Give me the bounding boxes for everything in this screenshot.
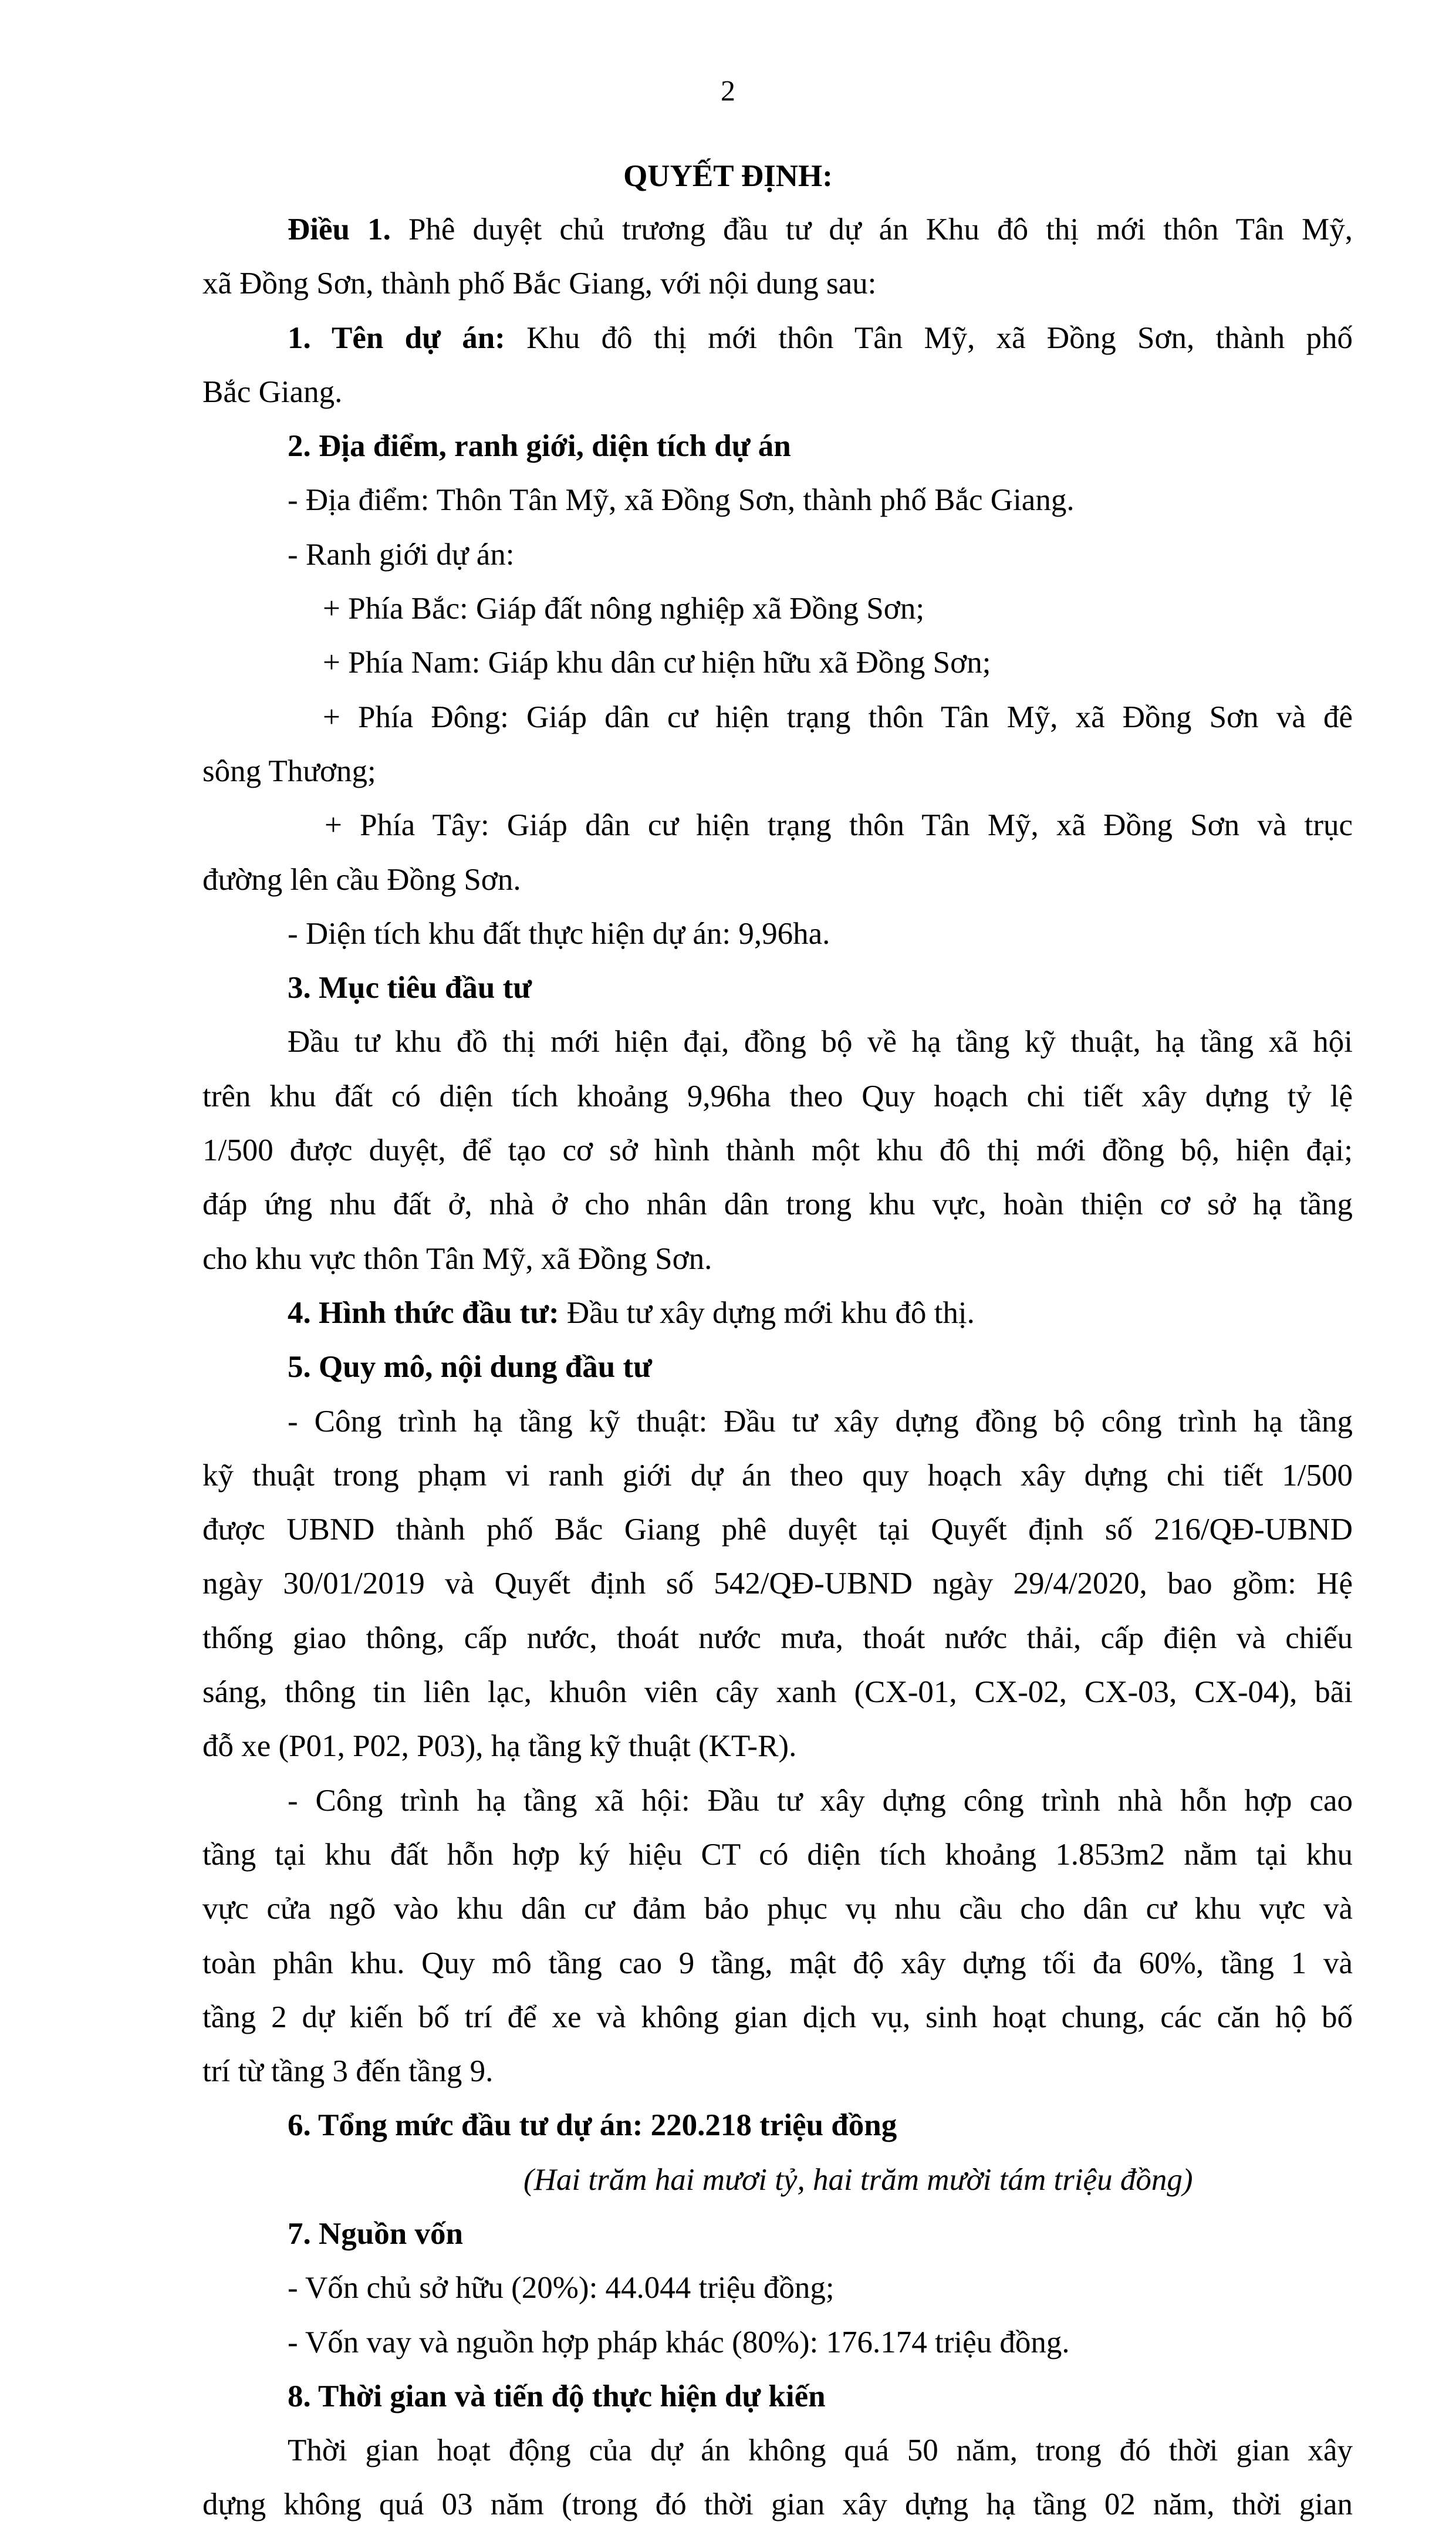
article-1-line-2: xã Đồng Sơn, thành phố Bắc Giang, với nội dung sau: xyxy=(202,266,877,301)
section-5-social-line: trí từ tầng 3 đến tầng 9. xyxy=(202,2054,494,2089)
section-5-social-line: toàn phân khu. Quy mô tầng cao 9 tầng, mật độ xây dựng tối đa 60%, tầng 1 và xyxy=(202,1946,1353,1980)
boundary-north: + Phía Bắc: Giáp đất nông nghiệp xã Đồng Sơn; xyxy=(323,592,925,626)
section-7-loan: - Vốn vay và nguồn hợp pháp khác (80%): 176.174 triệu đồng. xyxy=(288,2325,1070,2359)
boundary-east-line-1: + Phía Đông: Giáp dân cư hiện trạng thôn Tân Mỹ, xã Đồng Sơn và đê xyxy=(323,700,1353,734)
section-4-heading: 4. Hình thức đầu tư: xyxy=(288,1295,559,1330)
article-1-text: Phê duyệt chủ trương đầu tư dự án Khu đô thị mới thôn Tân Mỹ, xyxy=(408,212,1353,247)
section-5-technical-line: sáng, thông tin liên lạc, khuôn viên cây xanh (CX-01, CX-02, CX-03, CX-04), bãi xyxy=(202,1675,1353,1710)
section-3-line: trên khu đất có diện tích khoảng 9,96ha theo Quy hoạch chi tiết xây dựng tỷ lệ xyxy=(202,1079,1353,1113)
section-5-social-line: vực cửa ngõ vào khu dân cư đảm bảo phục vụ nhu cầu cho dân cư khu vực và xyxy=(202,1892,1353,1926)
section-3-line: cho khu vực thôn Tân Mỹ, xã Đồng Sơn. xyxy=(202,1241,712,1276)
boundary-west-line-2: đường lên cầu Đồng Sơn. xyxy=(202,862,521,897)
section-1-heading: 1. Tên dự án: xyxy=(288,320,505,355)
page-number: 2 xyxy=(721,74,735,107)
section-5-technical-line: - Công trình hạ tầng kỹ thuật: Đầu tư xây dựng đồng bộ công trình hạ tầng xyxy=(288,1404,1353,1439)
section-3-line: đáp ứng nhu đất ở, nhà ở cho nhân dân trong khu vực, hoàn thiện cơ sở hạ tầng xyxy=(202,1187,1353,1222)
boundary-south: + Phía Nam: Giáp khu dân cư hiện hữu xã Đồng Sơn; xyxy=(323,646,991,680)
section-2-area: - Diện tích khu đất thực hiện dự án: 9,96ha. xyxy=(288,916,830,951)
boundary-west-line-1: + Phía Tây: Giáp dân cư hiện trạng thôn Tân Mỹ, xã Đồng Sơn và trục xyxy=(325,808,1353,843)
section-5-social-line: tầng 2 dự kiến bố trí để xe và không gian dịch vụ, sinh hoạt chung, các căn hộ bố xyxy=(202,2000,1353,2034)
section-4-line xyxy=(202,1286,1353,1340)
section-7-equity: - Vốn chủ sở hữu (20%): 44.044 triệu đồng; xyxy=(288,2271,835,2305)
section-2-location: - Địa điểm: Thôn Tân Mỹ, xã Đồng Sơn, thành phố Bắc Giang. xyxy=(288,483,1075,518)
section-2-heading: 2. Địa điểm, ranh giới, diện tích dự án xyxy=(288,429,791,464)
section-1-text: Khu đô thị mới thôn Tân Mỹ, xã Đồng Sơn, thành phố xyxy=(526,320,1353,355)
section-8-line: Thời gian hoạt động của dự án không quá 50 năm, trong đó thời gian xây xyxy=(288,2433,1353,2468)
section-3-line: Đầu tư khu đồ thị mới hiện đại, đồng bộ về hạ tầng kỹ thuật, hạ tầng xã hội xyxy=(288,1025,1353,1059)
document-title: QUYẾT ĐỊNH: xyxy=(623,159,833,193)
section-5-technical-line: thống giao thông, cấp nước, thoát nước mưa, thoát nước thải, cấp điện và chiếu xyxy=(202,1621,1353,1655)
section-4-text: Đầu tư xây dựng mới khu đô thị. xyxy=(566,1295,975,1330)
section-5-technical-line: ngày 30/01/2019 và Quyết định số 542/QĐ-UBND ngày 29/4/2020, bao gồm: Hệ xyxy=(202,1567,1353,1601)
article-1-label: Điều 1. xyxy=(288,212,391,247)
section-1-line-1 xyxy=(202,311,1353,365)
section-5-technical-line: được UBND thành phố Bắc Giang phê duyệt tại Quyết định số 216/QĐ-UBND xyxy=(202,1513,1353,1547)
section-1-line-2: Bắc Giang. xyxy=(202,374,343,409)
section-2-boundary-label: - Ranh giới dự án: xyxy=(288,537,515,572)
section-6-heading: 6. Tổng mức đầu tư dự án: 220.218 triệu đồng xyxy=(288,2108,897,2143)
boundary-east-line-2: sông Thương; xyxy=(202,754,376,788)
section-6-amount-in-words: (Hai trăm hai mươi tỷ, hai trăm mười tám triệu đồng) xyxy=(523,2162,1193,2197)
article-1-line-1 xyxy=(202,202,1353,256)
section-5-technical-line: kỹ thuật trong phạm vi ranh giới dự án theo quy hoạch xây dựng chi tiết 1/500 xyxy=(202,1458,1353,1493)
document-body xyxy=(202,202,1353,2532)
section-8-heading: 8. Thời gian và tiến độ thực hiện dự kiến xyxy=(288,2379,826,2413)
section-5-technical-line: đỗ xe (P01, P02, P03), hạ tầng kỹ thuật (KT-R). xyxy=(202,1729,797,1764)
section-5-heading: 5. Quy mô, nội dung đầu tư xyxy=(288,1350,652,1385)
section-5-social-line: tầng tại khu đất hỗn hợp ký hiệu CT có diện tích khoảng 1.853m2 nằm tại khu xyxy=(202,1837,1353,1872)
section-5-social-line: - Công trình hạ tầng xã hội: Đầu tư xây dựng công trình nhà hỗn hợp cao xyxy=(288,1783,1353,1818)
section-8-line: dựng không quá 03 năm (trong đó thời gian xây dựng hạ tầng 02 năm, thời gian xyxy=(202,2487,1353,2522)
section-3-heading: 3. Mục tiêu đầu tư xyxy=(288,971,532,1005)
section-7-heading: 7. Nguồn vốn xyxy=(288,2216,463,2251)
section-3-line: 1/500 được duyệt, để tạo cơ sở hình thành một khu đô thị mới đồng bộ, hiện đại; xyxy=(202,1133,1353,1168)
